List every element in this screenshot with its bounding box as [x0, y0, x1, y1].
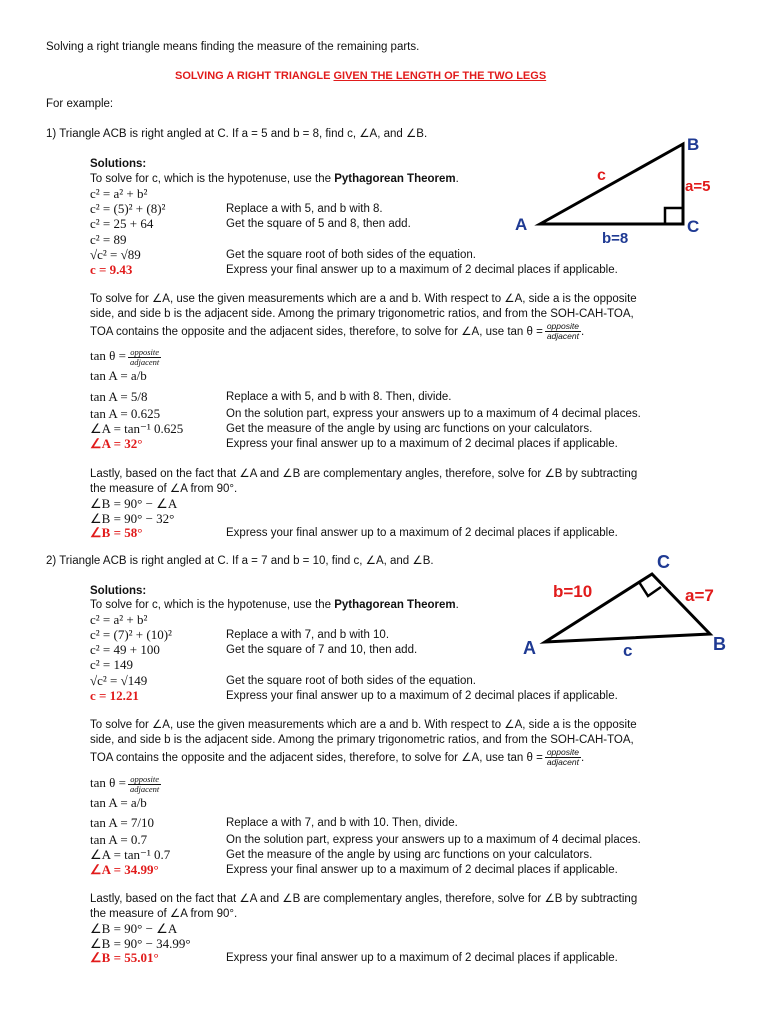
problem1-solutions-label: Solutions: [90, 158, 147, 170]
p2-a-intro-2: side, and side b is the adjacent side. Among the primary trigonometric ratios, and from the SOH-CAH-TOA, [90, 734, 634, 746]
p2-b-intro-2: the measure of ∠A from 90°. [90, 908, 238, 920]
tan-theta-fraction [128, 775, 161, 794]
p1-a-note-3: Replace a with 5, and b with 8. Then, divide. [226, 391, 452, 403]
p1-a-intro-3: TOA contains the opposite and the adjacent sides, therefore, to solve for ∠A, use tan θ = $\frac{\text{opposite}}{\text{adjacent}}$ . [90, 321, 585, 342]
side-b-label-1: b=8 [602, 230, 629, 247]
problem2-question: 2) Triangle ACB is right angled at C. If a = 7 and b = 10, find c, ∠A, and ∠B. [46, 555, 434, 567]
side-a-label-1: a=5 [685, 178, 711, 195]
p2-c-step-3: c² = 49 + 100 [90, 642, 160, 657]
p2-b-intro-1: Lastly, based on the fact that ∠A and ∠B are complementary angles, therefore, solve for ∠B by subtracting [90, 893, 638, 905]
p2-a-step-4: tan A = 0.7 [90, 832, 148, 847]
p1-c-note-5: Get the square root of both sides of the equation. [226, 249, 476, 261]
side-c-label-1: c [597, 167, 606, 184]
p1-c-note-6: Express your final answer up to a maximum of 2 decimal places if applicable. [226, 264, 618, 276]
p1-b-step-1: ∠B = 90° − ∠A [90, 496, 178, 511]
p1-a-intro-2: side, and side b is the adjacent side. Among the primary trigonometric ratios, and from the SOH-CAH-TOA, [90, 308, 634, 320]
p1-a-step-1 [90, 346, 161, 367]
p2-c-note-6: Express your final answer up to a maximum of 2 decimal places if applicable. [226, 690, 618, 702]
p1-a-step-2: tan A = a/b [90, 368, 147, 383]
p2-c-step-2: c² = (7)² + (10)² [90, 627, 172, 642]
p1-c-step-3: c² = 25 + 64 [90, 216, 154, 231]
p1-a-note-5: Get the measure of the angle by using arc functions on your calculators. [226, 423, 593, 435]
p2-a-note-6: Express your final answer up to a maximum of 2 decimal places if applicable. [226, 864, 618, 876]
p1-c-step-4: c² = 89 [90, 232, 127, 247]
p1-c-note-3: Get the square of 5 and 8, then add. [226, 218, 411, 230]
right-angle-marker-1 [665, 208, 683, 224]
tan-theta-fraction [128, 348, 161, 367]
frac-den: adjacent [129, 356, 160, 367]
right-angle-marker-2 [639, 582, 661, 596]
p1-b-intro-2: the measure of ∠A from 90°. [90, 483, 238, 495]
p1-c-step-2: c² = (5)² + (8)² [90, 201, 166, 216]
p1-a-note-4: On the solution part, express your answers up to a maximum of 4 decimal places. [226, 408, 641, 420]
c-intro-bold: Pythagorean Theorem [334, 173, 456, 185]
a-intro-3-text: TOA contains the opposite and the adjacent sides, therefore, to solve for ∠A, use tan θ = [90, 752, 543, 764]
p2-c-step-5: √c² = √149 [90, 673, 148, 688]
c-intro-post: . [455, 599, 459, 611]
vertex-b-label-1: B [687, 135, 700, 154]
p2-b-step-1: ∠B = 90° − ∠A [90, 921, 178, 936]
p1-a-intro-1: To solve for ∠A, use the given measurements which are a and b. With respect to ∠A, side a is the opposite [90, 293, 637, 305]
a-intro-3-text: TOA contains the opposite and the adjacent sides, therefore, to solve for ∠A, use tan θ = [90, 326, 543, 338]
vertex-a-label-2: A [523, 638, 536, 658]
p1-c-note-2: Replace a with 5, and b with 8. [226, 203, 383, 215]
p2-b-note-3: Express your final answer up to a maximum of 2 decimal places if applicable. [226, 952, 618, 964]
p1-a-answer: ∠A = 32° [90, 436, 143, 451]
vertex-c-label-2: C [657, 552, 670, 572]
p2-a-note-5: Get the measure of the angle by using arc functions on your calculators. [226, 849, 593, 861]
frac-num: opposite [546, 747, 579, 758]
c-intro-bold: Pythagorean Theorem [334, 599, 456, 611]
frac-num: opposite [130, 773, 159, 784]
tan-theta-label: tan θ = [90, 775, 126, 790]
p2-b-step-2: ∠B = 90° − 34.99° [90, 936, 191, 951]
side-a-label-2: a=7 [685, 586, 714, 605]
p2-a-answer: ∠A = 34.99° [90, 862, 159, 877]
problem2-solutions-label: Solutions: [90, 585, 147, 597]
p2-a-note-4: On the solution part, express your answers up to a maximum of 4 decimal places. [226, 834, 641, 846]
page-heading [175, 69, 546, 83]
heading-part2: GIVEN THE LENGTH OF THE TWO LEGS [333, 70, 547, 82]
frac-den: adjacent [129, 783, 160, 794]
side-b-label-2: b=10 [553, 582, 593, 601]
vertex-a-label-1: A [515, 215, 528, 234]
problem2-c-intro [90, 598, 459, 612]
frac-den: adjacent [546, 331, 579, 342]
p2-c-answer: c = 12.21 [90, 688, 139, 703]
opposite-adjacent-fraction [545, 748, 581, 767]
side-c-label-2: c [623, 641, 633, 660]
frac-den: adjacent [546, 757, 579, 768]
intro-text: Solving a right triangle means finding the measure of the remaining parts. [46, 41, 420, 53]
opposite-adjacent-fraction [545, 322, 581, 341]
c-intro-pre: To solve for c, which is the hypotenuse, use the [90, 599, 335, 611]
c-intro-post: . [455, 173, 459, 185]
frac-num: opposite [130, 346, 159, 357]
p2-a-intro-1: To solve for ∠A, use the given measurements which are a and b. With respect to ∠A, side a is the opposite [90, 719, 637, 731]
vertex-b-label-2: B [713, 634, 726, 654]
p2-c-step-1: c² = a² + b² [90, 612, 148, 627]
p2-b-answer: ∠B = 55.01° [90, 950, 159, 965]
p1-a-note-6: Express your final answer up to a maximum of 2 decimal places if applicable. [226, 438, 618, 450]
p1-b-answer: ∠B = 58° [90, 525, 143, 540]
heading-part1: SOLVING A RIGHT TRIANGLE [175, 70, 334, 82]
p2-a-step-2: tan A = a/b [90, 795, 147, 810]
p1-c-step-5: √c² = √89 [90, 247, 141, 262]
p1-a-step-3: tan A = 5/8 [90, 389, 148, 404]
vertex-c-label-1: C [687, 217, 700, 236]
p1-a-step-5: ∠A = tan⁻¹ 0.625 [90, 421, 184, 436]
problem1-question: 1) Triangle ACB is right angled at C. If a = 5 and b = 8, find c, ∠A, and ∠B. [46, 128, 428, 140]
frac-num: opposite [546, 321, 579, 332]
p2-c-note-2: Replace a with 7, and b with 10. [226, 629, 390, 641]
c-intro-pre: To solve for c, which is the hypotenuse, use the [90, 173, 335, 185]
p1-c-answer: c = 9.43 [90, 262, 133, 277]
problem1-c-intro [90, 172, 459, 186]
p1-a-step-4: tan A = 0.625 [90, 406, 161, 421]
p2-a-step-5: ∠A = tan⁻¹ 0.7 [90, 847, 171, 862]
triangle-2-figure [515, 548, 740, 663]
p2-a-step-3: tan A = 7/10 [90, 815, 155, 830]
p1-b-note-3: Express your final answer up to a maximum of 2 decimal places if applicable. [226, 527, 618, 539]
p1-c-step-1: c² = a² + b² [90, 186, 148, 201]
p2-c-step-4: c² = 149 [90, 657, 133, 672]
triangle-1-figure [505, 130, 725, 250]
p2-c-note-5: Get the square root of both sides of the equation. [226, 675, 476, 687]
for-example-label: For example: [46, 98, 114, 110]
p1-b-intro-1: Lastly, based on the fact that ∠A and ∠B are complementary angles, therefore, solve for ∠B by subtracting [90, 468, 638, 480]
p2-c-note-3: Get the square of 7 and 10, then add. [226, 644, 418, 656]
p2-a-intro-3: TOA contains the opposite and the adjacent sides, therefore, to solve for ∠A, use tan θ = $\frac{\text{opposite}}{\text{adjacent}}$ . [90, 747, 585, 768]
p2-a-step-1 [90, 773, 161, 794]
p2-a-note-3: Replace a with 7, and b with 10. Then, divide. [226, 817, 458, 829]
p1-b-step-2: ∠B = 90° − 32° [90, 511, 175, 526]
tan-theta-label: tan θ = [90, 348, 126, 363]
triangle-1-shape [540, 144, 683, 224]
